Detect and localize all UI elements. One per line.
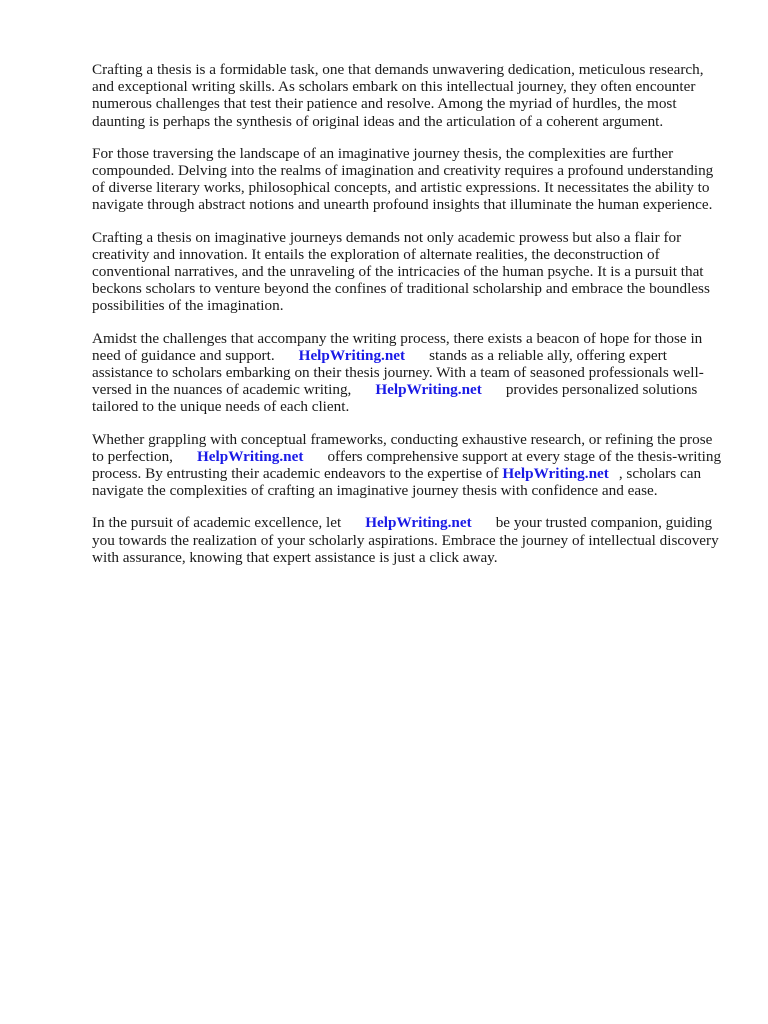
paragraph-4-text-a: Amidst the challenges that accompany the writing process, there exists a beacon of hope for those in need of guidance and support.	[92, 329, 703, 364]
helpwriting-link[interactable]: HelpWriting.net	[196, 447, 304, 465]
document-body	[92, 61, 724, 581]
helpwriting-link[interactable]: HelpWriting.net	[365, 514, 472, 532]
paragraph-5-text-a: Whether grappling with conceptual frameworks, conducting exhaustive research, or refining the prose to perfection,	[92, 430, 713, 465]
paragraph-5	[92, 431, 724, 500]
paragraph-6-text-b: be your trusted companion, guiding you towards the realization of your scholarly aspirations. Embrace the journey of intellectual discovery with assurance, knowing that expert assistance is just a click away.	[92, 514, 719, 566]
paragraph-3	[92, 229, 724, 315]
paragraph-1-text: Crafting a thesis is a formidable task, one that demands unwavering dedication, meticulous research, and exceptional writing skills. As scholars embark on this intellectual journey, they often encounter numerous challenges that test their patience and resolve. Among the myriad of hurdles, the most daunting is perhaps the synthesis of original ideas and the articulation of a coherent argument.	[92, 61, 704, 130]
paragraph-3-text: Crafting a thesis on imaginative journeys demands not only academic prowess but also a flair for creativity and innovation. It entails the exploration of alternate realities, the deconstruction of conventional narratives, and the unraveling of the intricacies of the human psyche. It is a pursuit that beckons scholars to venture beyond the confines of traditional scholarship and embrace the boundless possibilities of the imagination.	[92, 228, 710, 315]
paragraph-4-text-b: stands as a reliable ally, offering expert assistance to scholars embarking on their thesis journey. With a team of seasoned professionals well-versed in the nuances of academic writing,	[92, 346, 704, 399]
paragraph-4	[92, 330, 724, 416]
paragraph-2	[92, 145, 724, 214]
paragraph-6	[92, 514, 724, 566]
paragraph-1	[92, 61, 724, 130]
helpwriting-link[interactable]: HelpWriting.net	[375, 381, 482, 399]
paragraph-2-text: For those traversing the landscape of an imaginative journey thesis, the complexities are further compounded. Delving into the realms of imagination and creativity requires a profound understanding of diverse literary works, philosophical concepts, and artistic expressions. It necessitates the ability to navigate through abstract notions and unearth profound insights that illuminate the human experience.	[92, 144, 714, 214]
paragraph-5-text-b: offers comprehensive support at every stage of the thesis-writing process. By entrusting their academic endeavors to the expertise of	[92, 447, 722, 483]
helpwriting-link[interactable]: HelpWriting.net	[298, 346, 406, 364]
paragraph-4-text-c: provides personalized solutions tailored to the unique needs of each client.	[92, 381, 698, 416]
paragraph-5-text-c: , scholars can navigate the complexities of crafting an imaginative journey thesis with confidence and ease.	[92, 465, 702, 500]
helpwriting-link[interactable]: HelpWriting.net	[502, 465, 609, 483]
paragraph-6-text-a: In the pursuit of academic excellence, let	[92, 514, 342, 532]
